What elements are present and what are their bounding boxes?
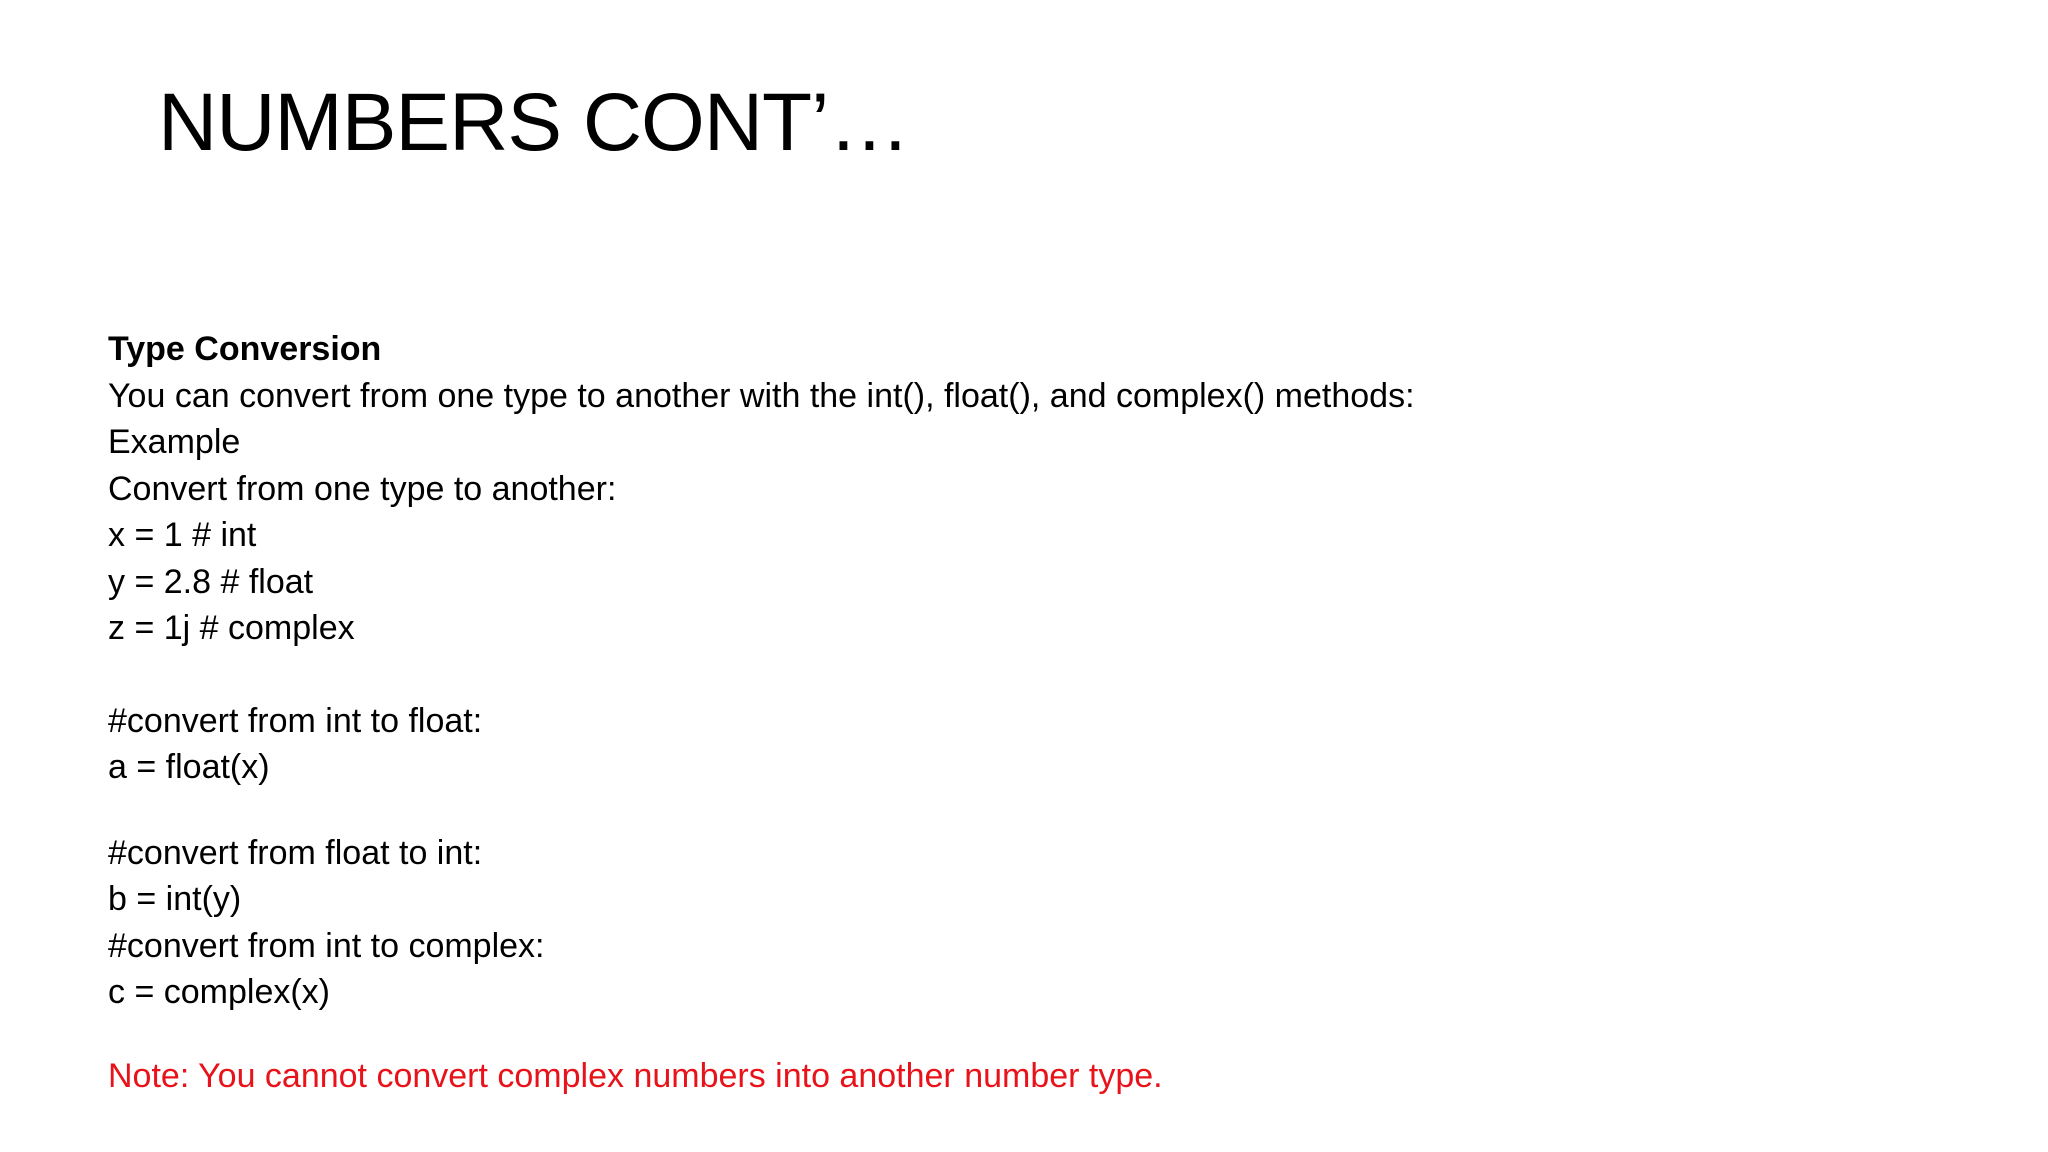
code-block-conversions	[108, 830, 1415, 1016]
code-line: b = int(y)	[108, 880, 242, 918]
code-line: x = 1 # int	[108, 516, 257, 554]
code-line: #convert from float to int:	[108, 833, 483, 872]
slide-title: NUMBERS CONT’…	[158, 77, 910, 168]
note-text: Note: You cannot convert complex numbers into another number type.	[108, 1057, 1163, 1095]
code-line: y = 2.8 # float	[108, 562, 314, 601]
slide-body	[108, 326, 1415, 1016]
code-line: #convert from int to float:	[108, 701, 483, 740]
section-heading: Type Conversion	[108, 330, 382, 368]
code-block-int-to-float	[108, 698, 1415, 791]
example-caption: Convert from one type to another:	[108, 469, 617, 508]
code-line: #convert from int to complex:	[108, 926, 545, 965]
code-line: z = 1j # complex	[108, 609, 355, 647]
code-line: c = complex(x)	[108, 973, 330, 1011]
code-block-variables	[108, 512, 1415, 652]
example-label: Example	[108, 423, 241, 461]
intro-text: You can convert from one type to another with the int(), float(), and complex() methods:	[108, 376, 1415, 415]
code-line: a = float(x)	[108, 748, 270, 786]
